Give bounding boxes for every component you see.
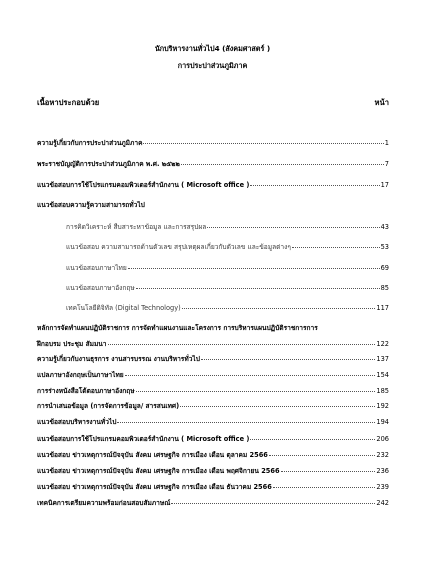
toc-sub-entry	[66, 302, 389, 313]
toc-entry	[37, 158, 389, 169]
dot-leader	[207, 221, 379, 228]
toc-entry-label: เทคโนโลยีดิจิทัล (Digital Technology)	[66, 304, 181, 312]
toc-entry	[37, 481, 389, 492]
toc-entry-label: แนวข้อสอบ ข่าวเหตุการณ์ปัจจุบัน สังคม เศรษฐกิจ การเมือง เดือน ธันวาคม 2566	[37, 483, 272, 491]
toc-entry-label: แนวข้อสอบการใช้โปรแกรมคอมพิวเตอร์สำนักงาน ( Microsoft office )	[37, 435, 250, 443]
toc-entry-page: 232	[376, 451, 389, 459]
dot-leader	[117, 416, 375, 423]
toc-entry-label: ความรู้เกี่ยวกับงานธุรการ งานสารบรรณ งานบริหารทั่วไป	[37, 355, 200, 363]
dot-leader	[250, 179, 379, 186]
page-column-heading: หน้า	[374, 98, 389, 107]
toc-entry	[37, 179, 389, 190]
toc-entry-label: แนวข้อสอบภาษาอังกฤษ	[66, 284, 135, 292]
toc-entry	[37, 369, 389, 380]
dot-leader	[269, 449, 376, 456]
toc-entry	[37, 416, 389, 427]
toc-entry	[37, 449, 389, 460]
dot-leader	[273, 481, 376, 488]
toc-entry-label: ความรู้เกี่ยวกับการประปาส่วนภูมิภาค	[37, 139, 143, 147]
toc-entry-page: 85	[380, 284, 389, 292]
toc-entry-label: การร่างหนังสือโต้ตอบภาษาอังกฤษ	[37, 387, 135, 395]
toc-entry	[37, 338, 389, 349]
toc-group-heading: แนวข้อสอบความรู้ความสามารถทั่วไป	[37, 201, 145, 209]
dot-leader	[292, 241, 380, 248]
dot-leader	[128, 262, 380, 269]
dot-leader	[125, 369, 376, 376]
document-title: นักบริหารงานทั่วไป4 (สังคมศาสตร์ )	[154, 44, 271, 53]
toc-sub-entry	[66, 221, 389, 232]
dot-leader	[136, 385, 376, 392]
toc-entry	[37, 353, 389, 364]
toc-entry-label: การคิดวิเคราะห์ สืบสาระหาข้อมูล และการสรุปผล	[66, 223, 207, 231]
toc-entry-label: แนวข้อสอบการใช้โปรแกรมคอมพิวเตอร์สำนักงาน ( Microsoft office )	[37, 181, 250, 189]
toc-entry-page: 122	[376, 340, 389, 348]
toc-sub-entry	[66, 241, 389, 252]
toc-entry-label: การนำเสนอข้อมูล (การจัดการข้อมูล/ สารสนเทศ)	[37, 402, 180, 410]
toc-entry-page: 185	[376, 387, 389, 395]
toc-entry-page: 117	[376, 304, 389, 312]
toc-entry-label: แนวข้อสอบบริหารงานทั่วไป	[37, 418, 117, 426]
toc-entry-label: แนวข้อสอบ ความสามารถด้านตัวเลข สรุปเหตุผลเกี่ยวกับตัวเลข และข้อมูลต่างๆ	[66, 243, 291, 251]
toc-entry-page: 154	[376, 371, 389, 379]
toc-entry-label: แนวข้อสอบ ข่าวเหตุการณ์ปัจจุบัน สังคม เศรษฐกิจ การเมือง เดือน พฤศจิกายน 2566	[37, 467, 280, 475]
dot-leader	[201, 353, 376, 360]
toc-entry-page: 7	[384, 160, 389, 168]
toc-entry	[37, 385, 389, 396]
toc-entry	[37, 497, 389, 508]
dot-leader	[250, 433, 375, 440]
toc-entry-label: แนวข้อสอบภาษาไทย	[66, 264, 127, 272]
toc-entry-page: 69	[380, 264, 389, 272]
toc-entry-label: เทคนิคการเตรียมความพร้อมก่อนสอบสัมภาษณ์	[37, 499, 171, 507]
toc-entry-page: 242	[376, 499, 389, 507]
toc-entry-label: แนวข้อสอบ ข่าวเหตุการณ์ปัจจุบัน สังคม เศรษฐกิจ การเมือง เดือน ตุลาคม 2566	[37, 451, 268, 459]
dot-leader	[108, 338, 376, 345]
toc-entry-label: แปลภาษาอังกฤษเป็นภาษาไทย	[37, 371, 124, 379]
toc-entry-page: 53	[380, 243, 389, 251]
dot-leader	[180, 400, 375, 407]
toc-entry-page: 194	[376, 418, 389, 426]
toc-entry-page: 206	[376, 435, 389, 443]
toc-entry	[37, 400, 389, 411]
toc-sub-entry	[66, 282, 389, 293]
toc-entry-page: 137	[376, 355, 389, 363]
dot-leader	[181, 158, 384, 165]
toc-entry	[37, 465, 389, 476]
toc-entry-page: 239	[376, 483, 389, 491]
toc-entry-page: 17	[380, 181, 389, 189]
toc-entry-page: 192	[376, 402, 389, 410]
toc-entry	[37, 433, 389, 444]
toc-entry-page: 43	[380, 223, 389, 231]
dot-leader	[136, 282, 380, 289]
document-subtitle: การประปาส่วนภูมิภาค	[177, 61, 248, 70]
dot-leader	[171, 497, 375, 504]
toc-sub-entry	[66, 262, 389, 273]
toc-entry-label: พระราชบัญญัติการประปาส่วนภูมิภาค พ.ศ. ๒๕๒๒	[37, 160, 180, 168]
dot-leader	[281, 465, 376, 472]
contents-heading: เนื้อหาประกอบด้วย	[37, 98, 100, 107]
dot-leader	[182, 302, 376, 309]
toc-entry-page: 1	[384, 139, 389, 147]
toc-entry-label-line1: หลักการจัดทำแผนปฏิบัติราชการ การจัดทำแผนงานและโครงการ การบริหารแผนปฏิบัติราชการการ	[37, 324, 318, 332]
dot-leader	[143, 137, 383, 144]
toc-entry-label-line2: ฝึกอบรม ประชุม สัมมนา	[37, 340, 107, 348]
toc-entry-page: 236	[376, 467, 389, 475]
toc-entry	[37, 137, 389, 148]
